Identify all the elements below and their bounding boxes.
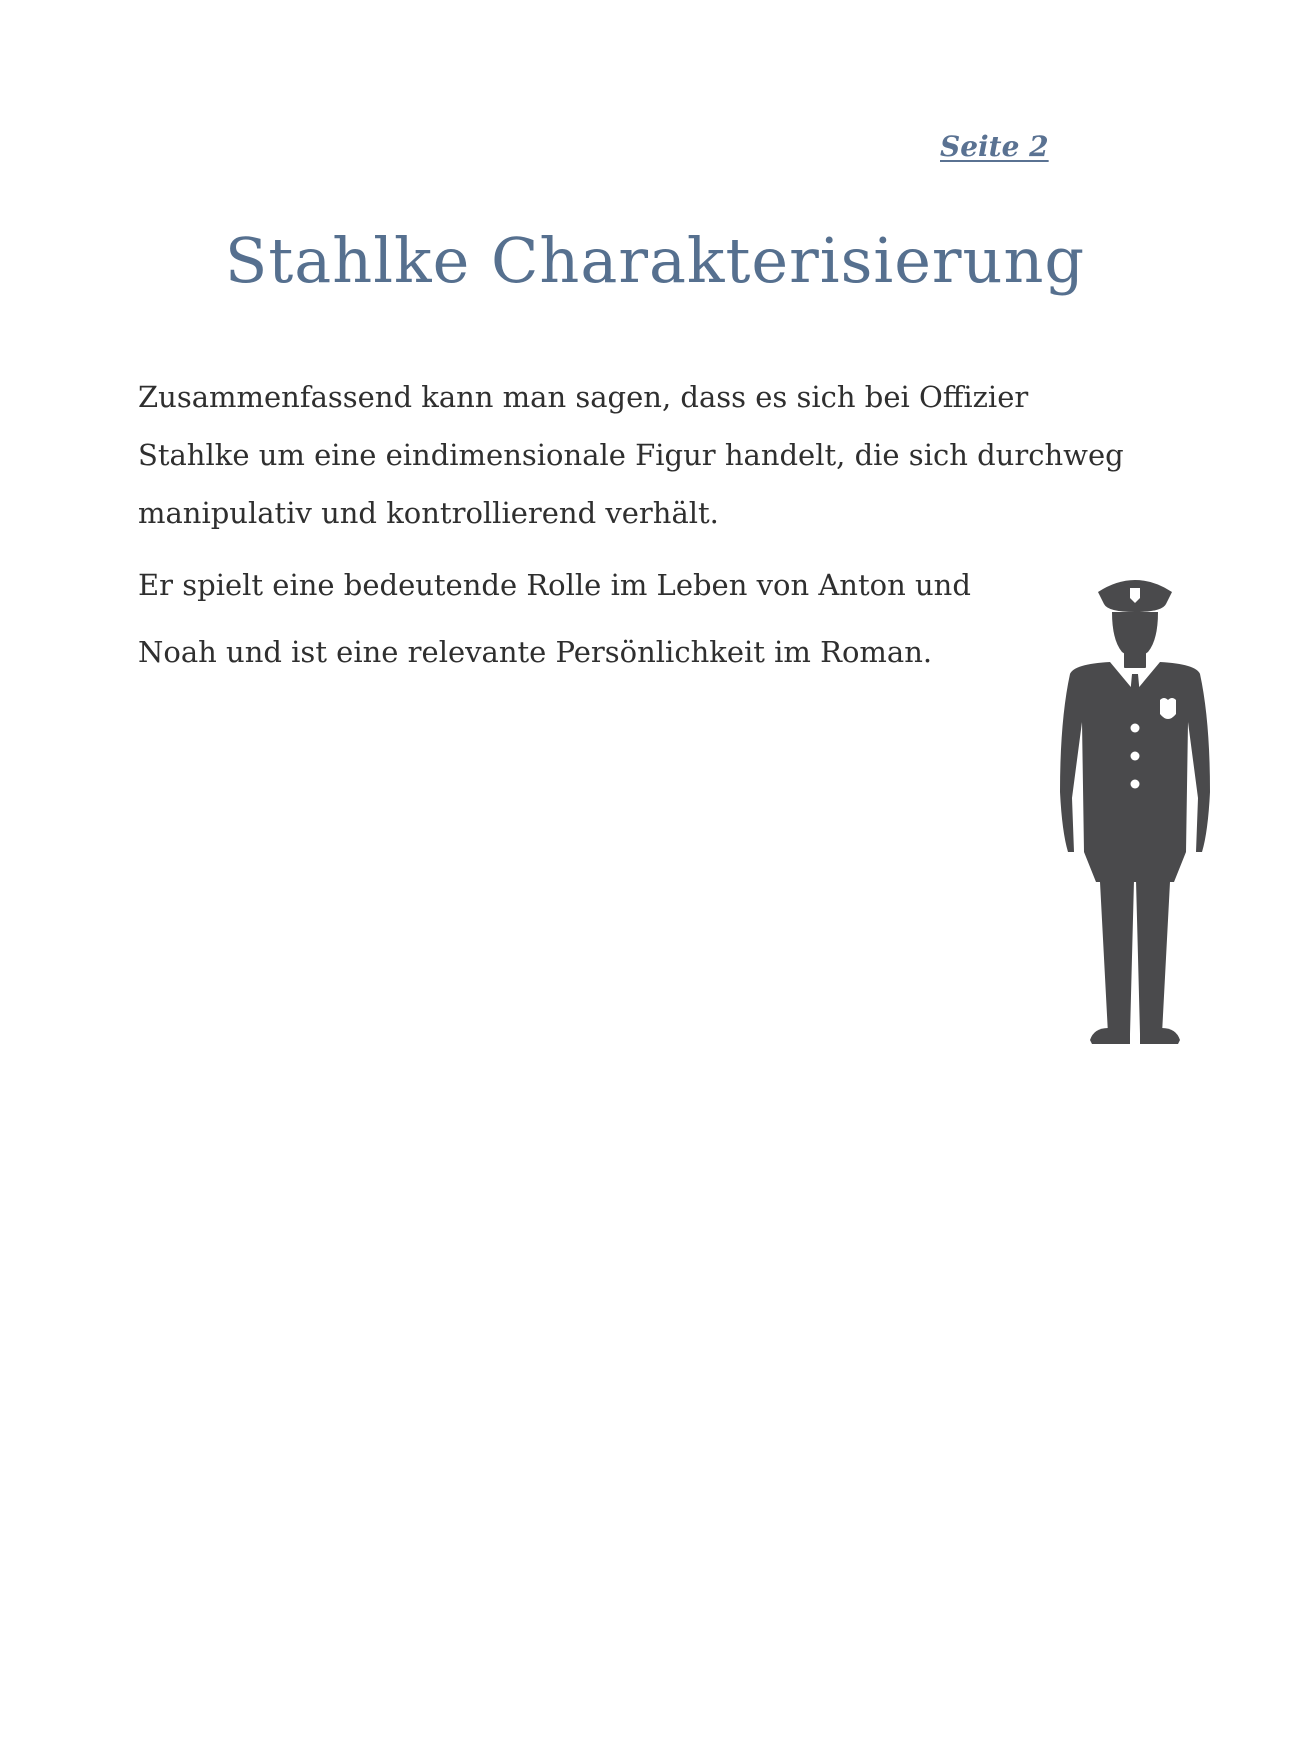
paragraph-role — [138, 552, 1158, 686]
paragraph-summary — [138, 368, 1158, 542]
page-title: Stahlke Charakterisierung — [224, 224, 1086, 297]
text-line: manipulativ und kontrollierend verhält. — [138, 496, 719, 530]
police-officer-silhouette-icon — [1050, 570, 1220, 1050]
text-line: Stahlke um eine eindimensionale Figur handelt, die sich durchweg — [138, 438, 1124, 472]
page-number: Seite 2 — [940, 130, 1049, 163]
body-text — [138, 368, 1158, 686]
text-line: Noah und ist eine relevante Persönlichkeit im Roman. — [138, 635, 933, 669]
text-line: Zusammenfassend kann man sagen, dass es sich bei Offizier — [138, 380, 1029, 414]
text-line: Er spielt eine bedeutende Rolle im Leben von Anton und — [138, 568, 971, 602]
